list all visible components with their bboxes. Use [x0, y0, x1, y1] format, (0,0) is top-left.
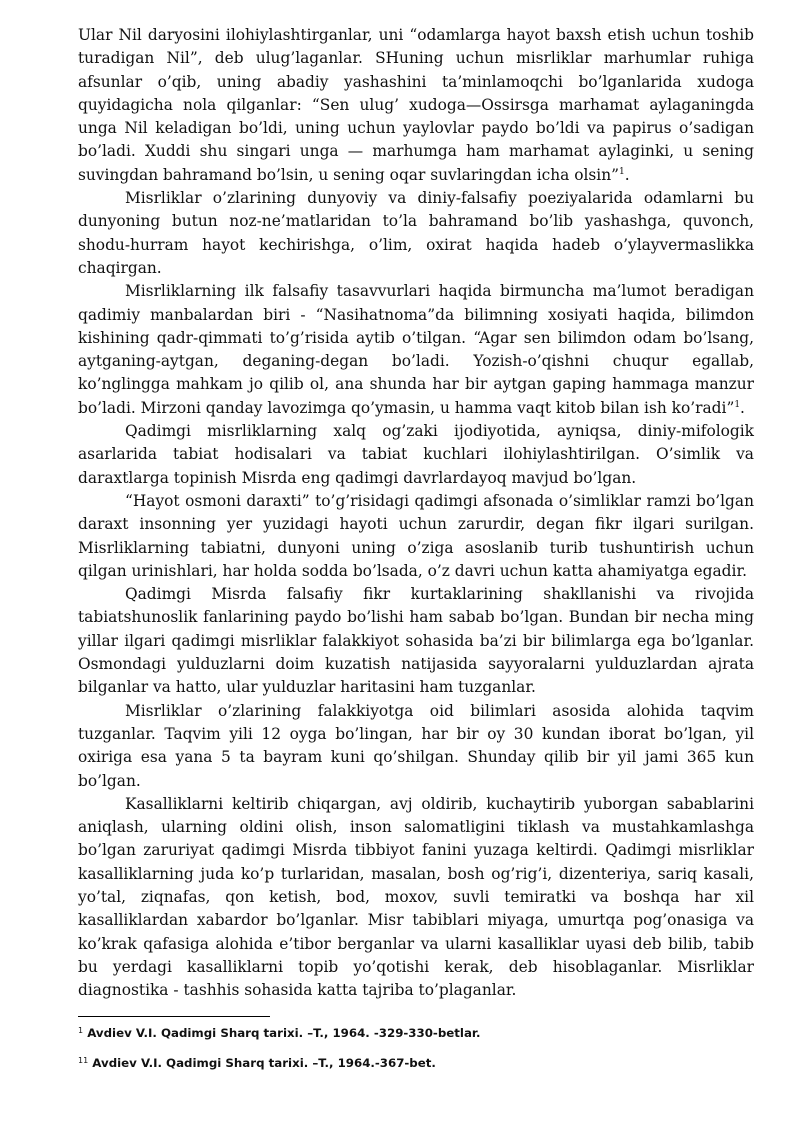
- paragraph-nile-prayer: [78, 24, 754, 187]
- document-page: [78, 24, 754, 1071]
- paragraph-end-punctuation: .: [624, 165, 630, 184]
- paragraph-text: Ular Nil daryosini ilohiylashtirganlar, uni “odamlarga hayot baxsh etish uchun toshib turadigan Nil”, deb ulug’laganlar. SHuning uchun misrliklar marhumlar ruhiga afsunlar o’qib, uning abadiy yashashini ta’minlamoqchi bo’lganlarida xudoga quyidagicha nola qilganlar: “Sen ulug’ xudoga—Ossirsga marhamat aylaganingda unga Nil keladigan bo’ldi, uning uchun yaylovlar paydo bo’ldi va papirus o’sadigan bo’ladi. Xuddi shu singari unga — marhumga ham marhamat aylaginki, u sening suvingdan bahramand bo’lsin, u sening oqar suvlaringdan icha olsin”: [78, 26, 754, 184]
- footnote-reference[interactable]: 1: [734, 399, 741, 410]
- paragraph-calendar: Misrliklar o’zlarining falakkiyotga oid bilimlari asosida alohida taqvim tuzganlar. Taqvim yili 12 oyga bo’lingan, har bir oy 30 kundan iborat bo’lgan, yil oxiriga esa yana 5 ta bayram kuni qo’shilgan. Shunday qilib bir yil jami 365 kun bo’lgan.: [78, 701, 754, 790]
- footnote-reference[interactable]: 1: [619, 166, 625, 177]
- paragraph-poetry: Misrliklar o’zlarining dunyoviy va diniy-falsafiy poeziyalarida odamlarni bu dunyoning butun noz-ne’matlaridan to’la bahramand bo’lib yashashga, quvonch, shodu-hurram hayot kechirishga, o’lim, oxirat haqida hadeb o’ylayvermaslikka chaqirgan.: [78, 189, 754, 277]
- paragraph-mythology: Qadimgi misrliklarning xalq og’zaki ijodiyotida, ayniqsa, diniy-mifologik asarlarida tabiat hodisalari va tabiat kuchlari ilohiylashtirilgan. O’simlik va daraxtlarga topinish Misrda eng qadimgi davrlardayoq mavjud bo’lgan.: [78, 422, 754, 487]
- paragraph-tree-of-life: “Hayot osmoni daraxti” to’g’risidagi qadimgi afsonada o’simliklar ramzi bo’lgan daraxt insonning yer yuzidagi hayoti uchun zarurdir, degan fikr ilgari surilgan. Misrliklarning tabiatni, dunyoni uning o’ziga asoslanib turib tushuntirish uchun qilgan urinishlari, har holda sodda bo’lsada, o’z davri uchun katta ahamiyatga egadir.: [78, 491, 754, 580]
- footnote-separator: [78, 1016, 270, 1017]
- footnote-2: [78, 1055, 754, 1071]
- footnote-mark: 1: [78, 1026, 84, 1036]
- paragraph-astronomy: Qadimgi Misrda falsafiy fikr kurtaklarining shakllanishi va rivojida tabiatshunoslik fanlarining paydo bo’lishi ham sabab bo’lgan. Bundan bir necha ming yillar ilgari qadimgi misrliklar falakkiyot sohasida ba’zi bir bilimlarga ega bo’lganlar. Osmondagi yulduzlarni doim kuzatish natijasida sayyoralarni yulduzlardan ajrata bilganlar va hatto, ular yulduzlar haritasini ham tuzganlar.: [78, 585, 754, 697]
- paragraph-medicine: Kasalliklarni keltirib chiqargan, avj oldirib, kuchaytirib yuborgan sabablarini aniqlash, ularning oldini olish, inson salomatligini tiklash va mustahkamlashga bo’lgan zaruriyat qadimgi Misrda tibbiyot fanini yuzaga keltirdi. Qadimgi misrliklar kasalliklarning juda ko’p turlaridan, masalan, bosh og’rig’i, dizenteriya, sariq kasali, yo’tal, ziqnafas, qon ketish, bod, moxov, suvli temiratki va boshqa har xil kasalliklardan xabardor bo’lganlar. Misr tabiblari miyaga, umurtqa pog’onasiga va ko’krak qafasiga alohida e’tibor berganlar va ularni kasalliklar uyasi deb bilib, tabib bu yerdagi kasalliklarni topib yo’qotishi kerak, deb hisoblaganlar. Misrliklar diagnostika - tashhis sohasida katta tajriba to’plaganlar.: [78, 794, 754, 1000]
- paragraph-end-punctuation: .: [740, 398, 745, 417]
- paragraph-text: Misrliklarning ilk falsafiy tasavvurlari haqida birmuncha ma’lumot beradigan qadimiy manbalardan biri - “Nasihatnoma”da bilimning xosiyati haqida, bilimdon kishining qadr-qimmati to’g’risida aytib o’tilgan. “Agar sen bilimdon odam bo’lsang, aytganing-aytgan, deganing-degan bo’ladi. Yozish-o’qishni chuqur egallab, ko’nglingga mahkam jo qilib ol, ana shunda har bir aytgan gaping hammaga manzur bo’ladi. Mirzoni qanday lavozimga qo’ymasin, u hamma vaqt kitob bilan ish ko’radi”: [78, 282, 754, 417]
- footnote-text: Avdiev V.I. Qadimgi Sharq tarixi. –T., 1964. -329-330-betlar.: [87, 1026, 481, 1041]
- paragraph-nasihatnoma: [78, 280, 754, 420]
- footnote-mark: 11: [78, 1056, 89, 1066]
- footnote-1: [78, 1025, 754, 1041]
- footnote-text: Avdiev V.I. Qadimgi Sharq tarixi. –T., 1964.-367-bet.: [92, 1056, 436, 1071]
